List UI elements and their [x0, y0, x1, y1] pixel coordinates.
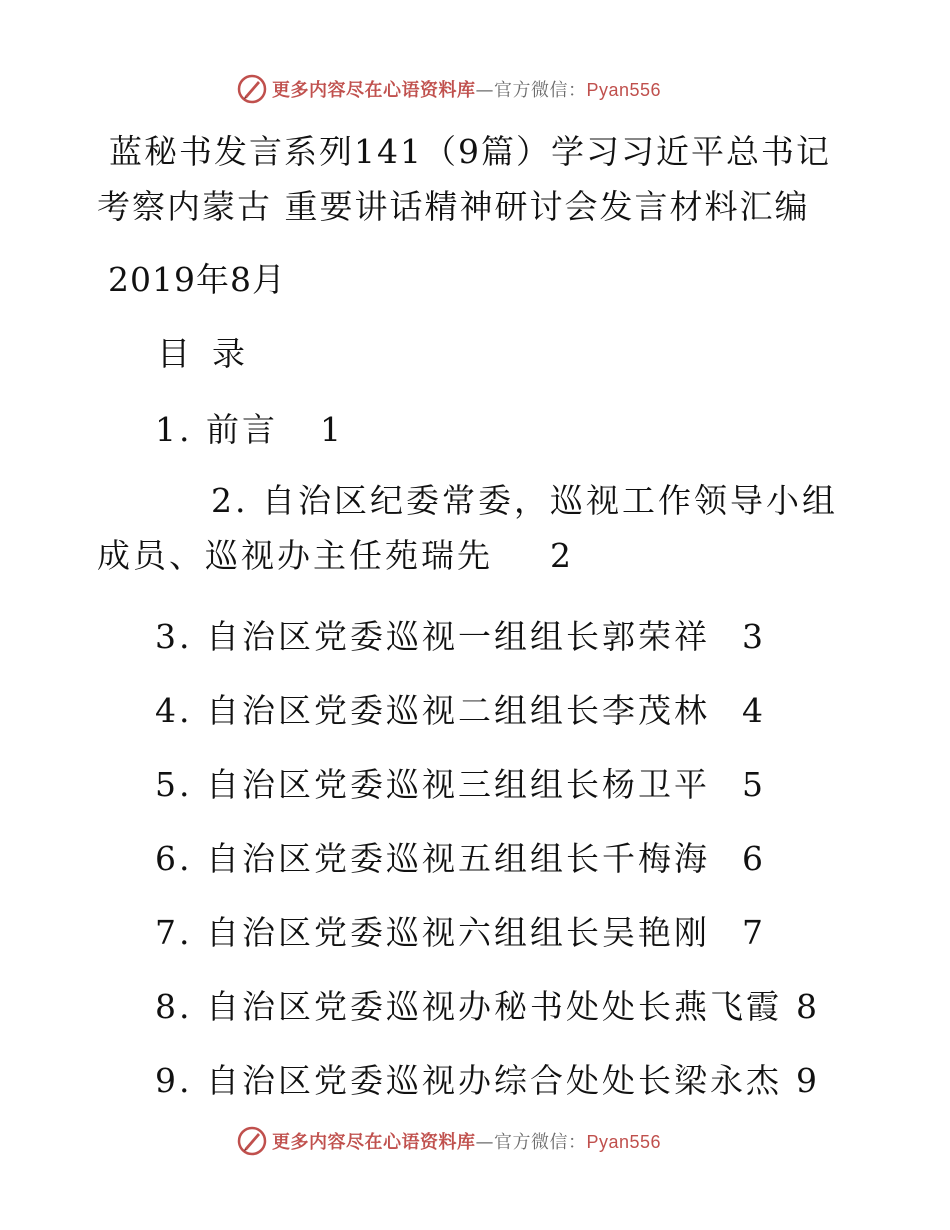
document-date: 2019年8月	[108, 260, 286, 299]
toc-item-number: 5.	[155, 765, 193, 804]
toc-item-text: 自治区纪委常委，巡视工作领导小组成员、巡视办主任苑瑞先	[97, 481, 838, 575]
toc-item-number: 7.	[155, 913, 193, 952]
toc-item-4[interactable]	[155, 685, 766, 732]
toc-item-number: 4.	[155, 691, 193, 730]
quill-logo-icon	[236, 73, 268, 105]
toc-item-number: 3.	[155, 617, 193, 656]
toc-item-2[interactable]	[97, 473, 867, 583]
toc-item-page: 3	[742, 617, 766, 656]
toc-item-text: 自治区党委巡视一组组长郭荣祥	[206, 617, 710, 656]
toc-item-page: 1	[320, 410, 344, 449]
toc-item-text: 前言	[206, 410, 278, 449]
toc-item-page: 7	[742, 913, 766, 952]
toc-item-page: 5	[742, 765, 766, 804]
toc-item-number: 2.	[211, 481, 249, 520]
watermark-wechat-id: Pyan556	[586, 80, 662, 100]
toc-item-page: 8	[796, 987, 820, 1026]
watermark-prefix: 更多内容尽在心语资料库	[272, 80, 476, 101]
toc-item-text: 自治区党委巡视二组组长李茂林	[206, 691, 710, 730]
toc-heading: 目录	[157, 334, 267, 373]
toc-item-5[interactable]	[155, 759, 766, 806]
toc-item-6[interactable]	[155, 833, 766, 880]
watermark-separator: —官方微信：	[475, 1132, 587, 1153]
toc-item-number: 1.	[155, 410, 193, 449]
toc-item-text: 自治区党委巡视六组组长吴艳刚	[206, 913, 710, 952]
toc-item-page: 6	[742, 839, 766, 878]
toc-item-number: 8.	[155, 987, 193, 1026]
toc-item-number: 6.	[155, 839, 193, 878]
toc-item-text: 自治区党委巡视五组组长千梅海	[206, 839, 710, 878]
toc-item-7[interactable]	[155, 907, 766, 954]
watermark-wechat-id: Pyan556	[586, 1132, 662, 1152]
document-title: 蓝秘书发言系列141（9篇）学习习近平总书记考察内蒙古 重要讲话精神研讨会发言材料汇编	[97, 132, 831, 226]
watermark-footer	[236, 1124, 661, 1158]
toc-item-8[interactable]	[155, 981, 820, 1028]
toc-item-3[interactable]	[155, 611, 766, 658]
toc-item-text: 自治区党委巡视三组组长杨卫平	[206, 765, 710, 804]
watermark-prefix: 更多内容尽在心语资料库	[272, 1132, 476, 1153]
toc-item-text: 自治区党委巡视办综合处处长梁永杰	[206, 1061, 782, 1100]
toc-item-page: 2	[550, 536, 574, 575]
quill-logo-icon	[236, 1125, 268, 1157]
watermark-separator: —官方微信：	[475, 80, 587, 101]
watermark-header	[236, 72, 661, 106]
toc-item-number: 9.	[155, 1061, 193, 1100]
toc-item-9[interactable]	[155, 1055, 820, 1102]
toc-item-text: 自治区党委巡视办秘书处处长燕飞霞	[206, 987, 782, 1026]
toc-item-page: 9	[796, 1061, 820, 1100]
toc-item-page: 4	[742, 691, 766, 730]
toc-item-1[interactable]	[155, 404, 344, 451]
